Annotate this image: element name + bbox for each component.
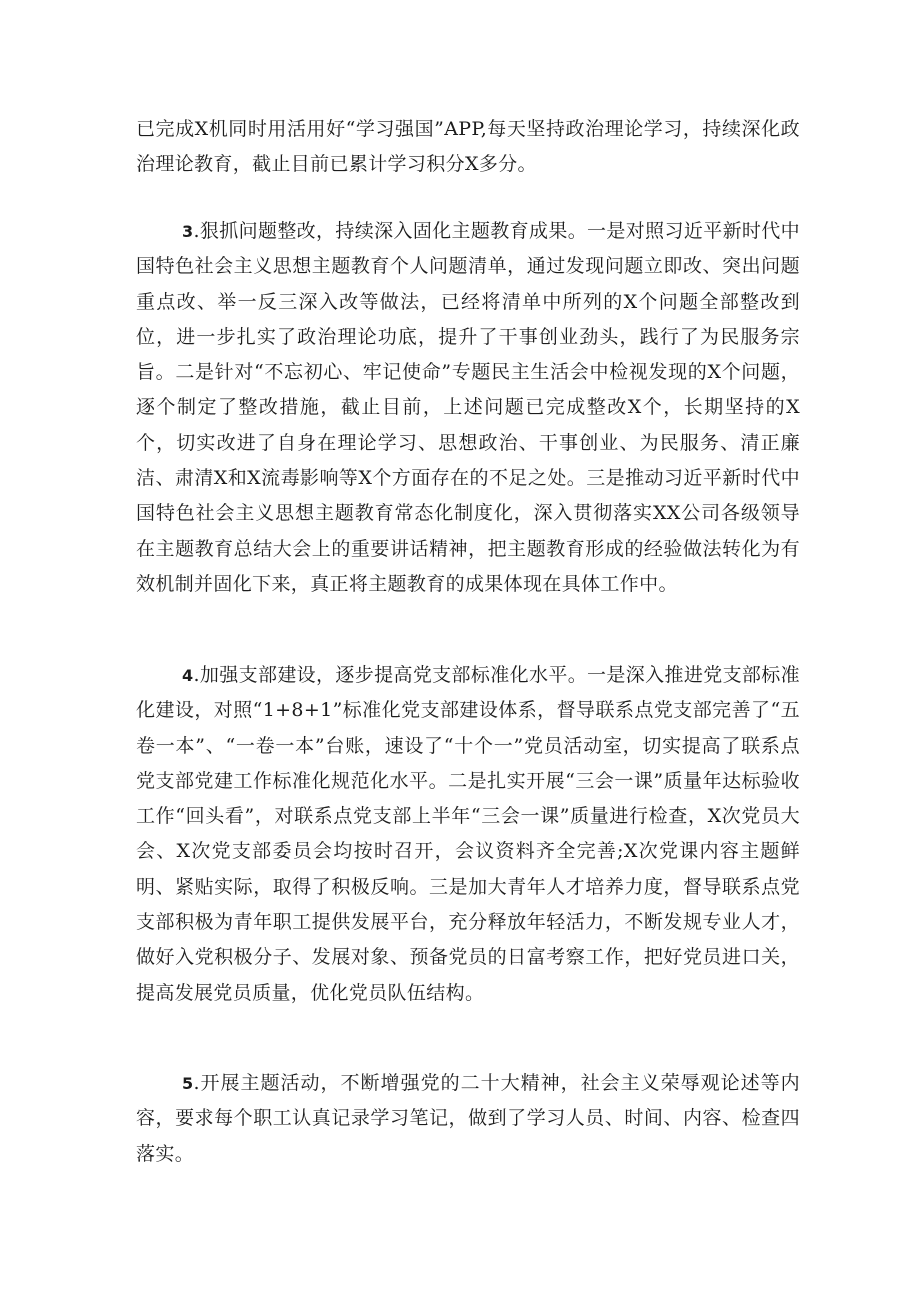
paragraph-text: .加强支部建设，逐步提高党支部标准化水平。一是深入推进党支部标准化建设，对照“1+8+1”标准化党支部建设体系，督导联系点党支部完善了“五卷一本”、“一卷一本”台账，速设了“十个一”党员活动室，切实提高了联系点党支部党建工作标准化规范化水平。二是扎实开展“三会一课”质量年达标验收工作“回头看”，对联系点党支部上半年“三会一课”质量进行检查，X次党员大会、X次党支部委员会均按时召开，会议资料齐全完善;X次党课内容主题鲜明、紧贴实际，取得了积极反响。三是加大青年人才培养力度，督导联系点党支部积极为青年职工提供发展平台，充分释放年轻活力，不断发规专业人才，做好入党积极分子、发展对象、预备党员的日富考察工作，把好党员进口关，提高发展党员质量，优化党员队伍结构。 [136, 664, 800, 1004]
paragraph-text: .开展主题活动，不断增强党的二十大精神，社会主义荣辱观论述等内容，要求每个职工认真记录学习笔记，做到了学习人员、时间、内容、检查四落实。 [136, 1072, 800, 1165]
paragraph-item-4 [136, 658, 800, 1011]
paragraph-continuation [136, 112, 800, 183]
paragraph-item-5 [136, 1066, 800, 1172]
paragraph-number: 3 [182, 222, 194, 241]
paragraph-text: 已完成X机同时用活用好“学习强国”APP,每天坚持政治理论学习，持续深化政治理论教育，截止目前已累计学习积分X多分。 [136, 118, 800, 176]
paragraph-item-3 [136, 214, 800, 602]
paragraph-number: 4 [182, 666, 194, 685]
paragraph-text: .狠抓问题整改，持续深入固化主题教育成果。一是对照习近平新时代中国特色社会主义思想主题教育个人问题清单，通过发现问题立即改、突出问题重点改、举一反三深入改等做法，已经将清单中所列的X个问题全部整改到位，进一步扎实了政治理论功底，提升了干事创业劲头，践行了为民服务宗旨。二是针对“不忘初心、牢记使命”专题民主生活会中检视发现的X个问题，逐个制定了整改措施，截止目前，上述问题已完成整改X个，长期坚持的X个，切实改进了自身在理论学习、思想政治、干事创业、为民服务、清正廉洁、肃清X和X流毒影响等X个方面存在的不足之处。三是推动习近平新时代中国特色社会主义思想主题教育常态化制度化，深入贯彻落实XX公司各级领导在主题教育总结大会上的重要讲话精神，把主题教育形成的经验做法转化为有效机制并固化下来，真正将主题教育的成果体现在具体工作中。 [136, 220, 800, 595]
paragraph-number: 5 [182, 1074, 194, 1093]
